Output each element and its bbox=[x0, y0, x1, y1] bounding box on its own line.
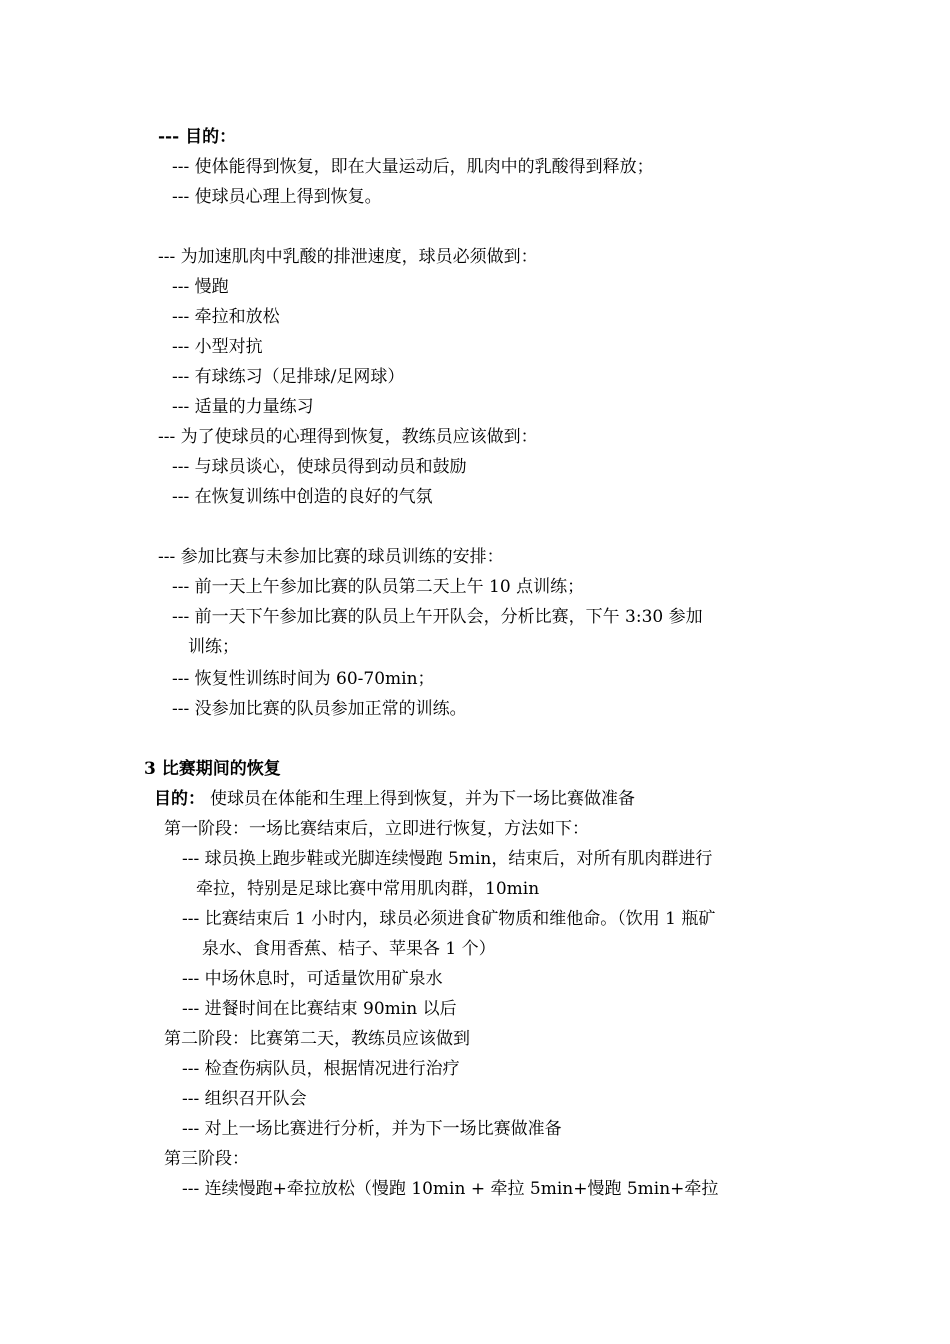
purpose-label: 目的： bbox=[154, 789, 205, 809]
text-line: --- 目的： bbox=[158, 127, 237, 147]
text-line: --- 在恢复训练中创造的良好的气氛 bbox=[172, 487, 433, 507]
text-line: --- 比赛结束后 1 小时内，球员必须进食矿物质和维他命。（饮用 1 瓶矿 bbox=[182, 909, 716, 929]
text-line: 第二阶段：比赛第二天，教练员应该做到 bbox=[164, 1029, 470, 1049]
text-line: --- 有球练习（足排球/足网球） bbox=[172, 367, 405, 387]
text-line: --- 慢跑 bbox=[172, 277, 229, 297]
text-line: --- 恢复性训练时间为 60-70min； bbox=[172, 669, 435, 689]
section-heading: 3 比赛期间的恢复 bbox=[144, 759, 281, 779]
text-line: --- 小型对抗 bbox=[172, 337, 263, 357]
text-line: --- 没参加比赛的队员参加正常的训练。 bbox=[172, 699, 467, 719]
text-line: --- 前一天下午参加比赛的队员上午开队会，分析比赛，下午 3:30 参加 bbox=[172, 607, 703, 627]
text-line: 牵拉，特别是足球比赛中常用肌肉群，10min bbox=[196, 879, 540, 899]
text-line: --- 使球员心理上得到恢复。 bbox=[172, 187, 382, 207]
text-line: --- 牵拉和放松 bbox=[172, 307, 280, 327]
text-line: --- 组织召开队会 bbox=[182, 1089, 307, 1109]
text-line: --- 适量的力量练习 bbox=[172, 397, 314, 417]
text-line: --- 与球员谈心，使球员得到动员和鼓励 bbox=[172, 457, 467, 477]
text-line: 泉水、食用香蕉、桔子、苹果各 1 个） bbox=[202, 939, 496, 959]
text-line: --- 为加速肌肉中乳酸的排泄速度，球员必须做到： bbox=[158, 247, 538, 267]
text-line: --- 连续慢跑+牵拉放松（慢跑 10min + 牵拉 5min+慢跑 5min+牵拉 bbox=[182, 1179, 719, 1199]
text-line: --- 检查伤病队员，根据情况进行治疗 bbox=[182, 1059, 460, 1079]
text-line: --- 进餐时间在比赛结束 90min 以后 bbox=[182, 999, 457, 1019]
text-line: 第一阶段：一场比赛结束后，立即进行恢复，方法如下： bbox=[164, 819, 589, 839]
text-line: --- 为了使球员的心理得到恢复，教练员应该做到： bbox=[158, 427, 538, 447]
text-line: --- 使体能得到恢复，即在大量运动后，肌肉中的乳酸得到释放； bbox=[172, 157, 654, 177]
text-line: --- 对上一场比赛进行分析，并为下一场比赛做准备 bbox=[182, 1119, 562, 1139]
text-line: --- 前一天上午参加比赛的队员第二天上午 10 点训练； bbox=[172, 577, 585, 597]
text-line: 使球员在体能和生理上得到恢复，并为下一场比赛做准备 bbox=[210, 789, 635, 809]
text-line: --- 球员换上跑步鞋或光脚连续慢跑 5min，结束后，对所有肌肉群进行 bbox=[182, 849, 713, 869]
text-line: --- 参加比赛与未参加比赛的球员训练的安排： bbox=[158, 547, 504, 567]
text-line: --- 中场休息时，可适量饮用矿泉水 bbox=[182, 969, 443, 989]
text-line: 训练； bbox=[188, 637, 239, 657]
text-line: 第三阶段： bbox=[164, 1149, 249, 1169]
